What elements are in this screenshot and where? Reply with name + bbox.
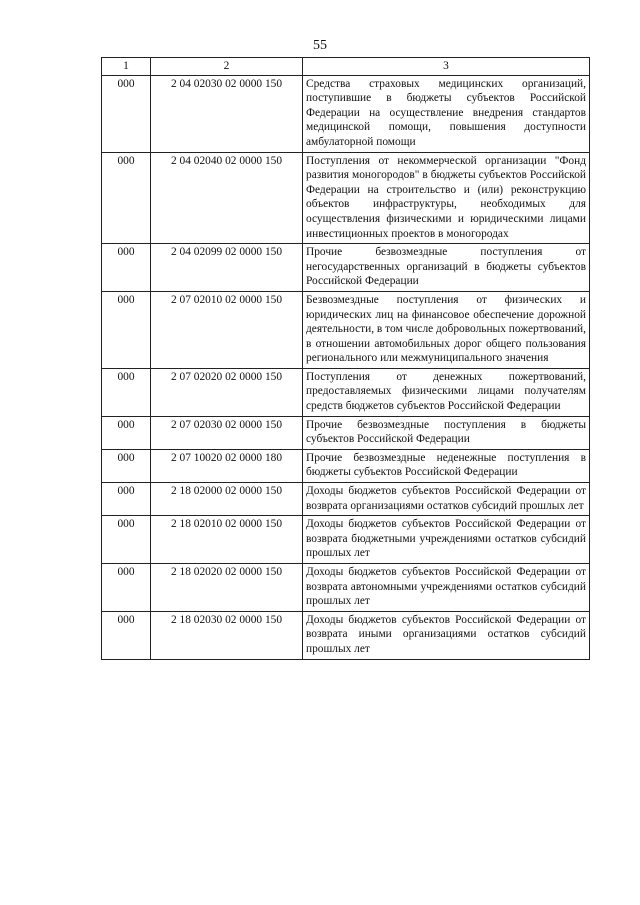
table-header-row <box>102 58 590 76</box>
table-row <box>102 244 590 292</box>
revenue-name-cell: Прочие безвозмездные неденежные поступления в бюджеты субъектов Российской Федерации <box>303 449 590 482</box>
admin-code-cell: 000 <box>102 75 151 152</box>
revenue-code-cell: 2 04 02099 02 0000 150 <box>151 244 303 292</box>
revenue-name-cell: Безвозмездные поступления от физических и юридических лиц на финансовое обеспечение дорожной деятельности, в том числе добровольных пожертвований, в отношении автомобильных дорог общего пользования регионального или межмуниципального значения <box>303 291 590 368</box>
revenue-name-cell: Поступления от денежных пожертвований, предоставляемых физическими лицами получателям средств бюджетов субъектов Российской Федерации <box>303 368 590 416</box>
revenue-code-cell: 2 04 02040 02 0000 150 <box>151 152 303 244</box>
table-row <box>102 516 590 564</box>
admin-code-cell: 000 <box>102 416 151 449</box>
revenue-code-cell: 2 07 02010 02 0000 150 <box>151 291 303 368</box>
admin-code-cell: 000 <box>102 564 151 612</box>
revenue-name-cell: Прочие безвозмездные поступления в бюджеты субъектов Российской Федерации <box>303 416 590 449</box>
table-row <box>102 75 590 152</box>
revenue-code-cell: 2 07 02020 02 0000 150 <box>151 368 303 416</box>
header-column-1: 1 <box>102 58 151 76</box>
revenue-code-cell: 2 18 02020 02 0000 150 <box>151 564 303 612</box>
table-row <box>102 449 590 482</box>
admin-code-cell: 000 <box>102 152 151 244</box>
admin-code-cell: 000 <box>102 291 151 368</box>
revenue-name-cell: Доходы бюджетов субъектов Российской Федерации от возврата бюджетными учреждениями остатков субсидий прошлых лет <box>303 516 590 564</box>
revenue-code-cell: 2 18 02010 02 0000 150 <box>151 516 303 564</box>
admin-code-cell: 000 <box>102 611 151 659</box>
table-row <box>102 416 590 449</box>
revenue-code-cell: 2 04 02030 02 0000 150 <box>151 75 303 152</box>
revenue-code-cell: 2 18 02030 02 0000 150 <box>151 611 303 659</box>
revenue-code-cell: 2 07 02030 02 0000 150 <box>151 416 303 449</box>
admin-code-cell: 000 <box>102 449 151 482</box>
page-number: 55 <box>313 38 327 53</box>
revenue-name-cell: Доходы бюджетов субъектов Российской Федерации от возврата иными организациями остатков субсидий прошлых лет <box>303 611 590 659</box>
table-row <box>102 368 590 416</box>
budget-codes-table <box>101 57 590 660</box>
revenue-code-cell: 2 18 02000 02 0000 150 <box>151 483 303 516</box>
admin-code-cell: 000 <box>102 483 151 516</box>
header-column-3: 3 <box>303 58 590 76</box>
revenue-name-cell: Доходы бюджетов субъектов Российской Федерации от возврата организациями остатков субсидий прошлых лет <box>303 483 590 516</box>
table-row <box>102 152 590 244</box>
revenue-code-cell: 2 07 10020 02 0000 180 <box>151 449 303 482</box>
header-column-2: 2 <box>151 58 303 76</box>
table-row <box>102 483 590 516</box>
table-row <box>102 611 590 659</box>
table-row <box>102 291 590 368</box>
revenue-name-cell: Прочие безвозмездные поступления от негосударственных организаций в бюджеты субъектов Российской Федерации <box>303 244 590 292</box>
admin-code-cell: 000 <box>102 516 151 564</box>
table-row <box>102 564 590 612</box>
revenue-name-cell: Поступления от некоммерческой организации "Фонд развития моногородов" в бюджеты субъектов Российской Федерации на строительство и (или) реконструкцию объектов инфраструктуры, необходимых для осуществления физическими и юридическими лицами инвестиционных проектов в моногородах <box>303 152 590 244</box>
admin-code-cell: 000 <box>102 244 151 292</box>
admin-code-cell: 000 <box>102 368 151 416</box>
revenue-name-cell: Средства страховых медицинских организаций, поступившие в бюджеты субъектов Российской Федерации на осуществление внедрения стандартов медицинской помощи, повышения доступности амбулаторной помощи <box>303 75 590 152</box>
revenue-name-cell: Доходы бюджетов субъектов Российской Федерации от возврата автономными учреждениями остатков субсидий прошлых лет <box>303 564 590 612</box>
